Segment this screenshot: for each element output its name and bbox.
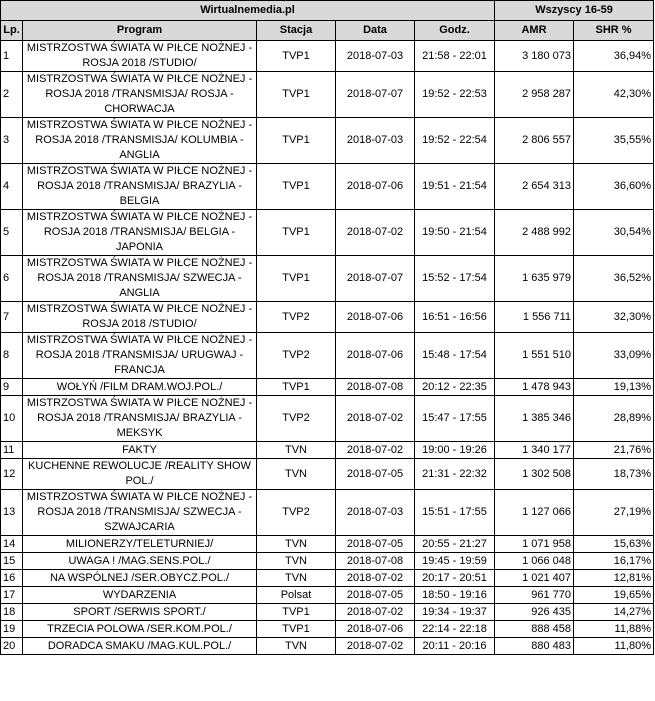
cell-program: MISTRZOSTWA ŚWIATA W PIŁCE NOŻNEJ - ROSJA 2018 /TRANSMISJA/ BRAZYLIA - MEKSYK xyxy=(23,396,257,442)
table-row xyxy=(1,536,654,553)
column-header-date: Data xyxy=(336,21,415,41)
cell-date: 2018-07-02 xyxy=(336,442,415,459)
cell-amr: 1 302 508 xyxy=(495,459,574,490)
cell-date: 2018-07-02 xyxy=(336,570,415,587)
cell-station: TVP2 xyxy=(257,333,336,379)
cell-date: 2018-07-08 xyxy=(336,553,415,570)
cell-program: MISTRZOSTWA ŚWIATA W PIŁCE NOŻNEJ - ROSJA 2018 /TRANSMISJA/ SZWECJA - ANGLIA xyxy=(23,256,257,302)
cell-amr: 3 180 073 xyxy=(495,41,574,72)
cell-program: KUCHENNE REWOLUCJE /REALITY SHOW POL./ xyxy=(23,459,257,490)
table-row xyxy=(1,72,654,118)
cell-program: MISTRZOSTWA ŚWIATA W PIŁCE NOŻNEJ - ROSJA 2018 /STUDIO/ xyxy=(23,302,257,333)
column-header-shr: SHR % xyxy=(574,21,654,41)
cell-shr: 21,76% xyxy=(574,442,654,459)
cell-date: 2018-07-07 xyxy=(336,72,415,118)
cell-station: TVP2 xyxy=(257,490,336,536)
cell-shr: 42,30% xyxy=(574,72,654,118)
cell-date: 2018-07-03 xyxy=(336,41,415,72)
cell-shr: 32,30% xyxy=(574,302,654,333)
cell-amr: 1 021 407 xyxy=(495,570,574,587)
header-row-top xyxy=(1,1,654,21)
cell-shr: 16,17% xyxy=(574,553,654,570)
cell-time: 20:11 - 20:16 xyxy=(415,638,495,655)
cell-lp: 13 xyxy=(1,490,23,536)
cell-lp: 18 xyxy=(1,604,23,621)
cell-date: 2018-07-02 xyxy=(336,210,415,256)
cell-program: MISTRZOSTWA ŚWIATA W PIŁCE NOŻNEJ - ROSJA 2018 /TRANSMISJA/ SZWECJA - SZWAJCARIA xyxy=(23,490,257,536)
cell-time: 15:52 - 17:54 xyxy=(415,256,495,302)
cell-shr: 11,88% xyxy=(574,621,654,638)
cell-station: TVP1 xyxy=(257,256,336,302)
cell-lp: 20 xyxy=(1,638,23,655)
table-row xyxy=(1,490,654,536)
cell-date: 2018-07-06 xyxy=(336,164,415,210)
cell-program: WOŁYŃ /FILM DRAM.WOJ.POL./ xyxy=(23,379,257,396)
cell-station: TVP1 xyxy=(257,72,336,118)
cell-date: 2018-07-03 xyxy=(336,490,415,536)
cell-amr: 2 488 992 xyxy=(495,210,574,256)
cell-date: 2018-07-03 xyxy=(336,118,415,164)
table-row xyxy=(1,302,654,333)
table-row xyxy=(1,553,654,570)
cell-lp: 4 xyxy=(1,164,23,210)
cell-shr: 14,27% xyxy=(574,604,654,621)
cell-amr: 1 071 958 xyxy=(495,536,574,553)
cell-time: 15:47 - 17:55 xyxy=(415,396,495,442)
cell-program: MISTRZOSTWA ŚWIATA W PIŁCE NOŻNEJ - ROSJA 2018 /TRANSMISJA/ BRAZYLIA - BELGIA xyxy=(23,164,257,210)
cell-lp: 14 xyxy=(1,536,23,553)
cell-shr: 35,55% xyxy=(574,118,654,164)
cell-lp: 2 xyxy=(1,72,23,118)
cell-shr: 36,60% xyxy=(574,164,654,210)
table-row xyxy=(1,164,654,210)
cell-lp: 10 xyxy=(1,396,23,442)
cell-station: TVN xyxy=(257,570,336,587)
cell-program: FAKTY xyxy=(23,442,257,459)
cell-lp: 15 xyxy=(1,553,23,570)
table-row xyxy=(1,333,654,379)
cell-station: TVN xyxy=(257,442,336,459)
cell-station: TVP1 xyxy=(257,118,336,164)
cell-station: TVP2 xyxy=(257,396,336,442)
table-row xyxy=(1,587,654,604)
table-row xyxy=(1,638,654,655)
cell-shr: 36,94% xyxy=(574,41,654,72)
table-row xyxy=(1,459,654,490)
cell-time: 20:12 - 22:35 xyxy=(415,379,495,396)
cell-program: WYDARZENIA xyxy=(23,587,257,604)
cell-station: TVN xyxy=(257,638,336,655)
cell-shr: 12,81% xyxy=(574,570,654,587)
cell-shr: 19,65% xyxy=(574,587,654,604)
table-row xyxy=(1,396,654,442)
cell-shr: 18,73% xyxy=(574,459,654,490)
cell-station: TVP1 xyxy=(257,604,336,621)
cell-program: SPORT /SERWIS SPORT./ xyxy=(23,604,257,621)
cell-amr: 1 551 510 xyxy=(495,333,574,379)
cell-amr: 1 385 346 xyxy=(495,396,574,442)
cell-time: 15:48 - 17:54 xyxy=(415,333,495,379)
cell-date: 2018-07-07 xyxy=(336,256,415,302)
cell-shr: 36,52% xyxy=(574,256,654,302)
cell-time: 21:58 - 22:01 xyxy=(415,41,495,72)
cell-shr: 11,80% xyxy=(574,638,654,655)
cell-station: TVP1 xyxy=(257,210,336,256)
cell-time: 19:00 - 19:26 xyxy=(415,442,495,459)
cell-date: 2018-07-05 xyxy=(336,536,415,553)
cell-date: 2018-07-05 xyxy=(336,587,415,604)
cell-program: MISTRZOSTWA ŚWIATA W PIŁCE NOŻNEJ - ROSJA 2018 /STUDIO/ xyxy=(23,41,257,72)
cell-amr: 2 654 313 xyxy=(495,164,574,210)
cell-time: 19:51 - 21:54 xyxy=(415,164,495,210)
cell-lp: 8 xyxy=(1,333,23,379)
header-row-columns xyxy=(1,21,654,41)
cell-shr: 30,54% xyxy=(574,210,654,256)
cell-date: 2018-07-05 xyxy=(336,459,415,490)
cell-station: TVP1 xyxy=(257,621,336,638)
cell-station: TVP1 xyxy=(257,379,336,396)
table-row xyxy=(1,256,654,302)
cell-date: 2018-07-02 xyxy=(336,638,415,655)
cell-date: 2018-07-02 xyxy=(336,396,415,442)
cell-shr: 33,09% xyxy=(574,333,654,379)
source-header: Wirtualnemedia.pl xyxy=(1,1,495,21)
cell-time: 20:55 - 21:27 xyxy=(415,536,495,553)
table-row xyxy=(1,118,654,164)
cell-lp: 3 xyxy=(1,118,23,164)
cell-time: 16:51 - 16:56 xyxy=(415,302,495,333)
cell-station: Polsat xyxy=(257,587,336,604)
cell-lp: 7 xyxy=(1,302,23,333)
cell-time: 19:50 - 21:54 xyxy=(415,210,495,256)
cell-program: UWAGA ! /MAG.SENS.POL./ xyxy=(23,553,257,570)
table-body xyxy=(1,41,654,655)
cell-amr: 888 458 xyxy=(495,621,574,638)
cell-time: 19:34 - 19:37 xyxy=(415,604,495,621)
column-header-amr: AMR xyxy=(495,21,574,41)
column-header-time: Godz. xyxy=(415,21,495,41)
cell-lp: 17 xyxy=(1,587,23,604)
cell-time: 18:50 - 19:16 xyxy=(415,587,495,604)
cell-date: 2018-07-06 xyxy=(336,621,415,638)
table-row xyxy=(1,621,654,638)
cell-station: TVN xyxy=(257,553,336,570)
cell-lp: 6 xyxy=(1,256,23,302)
cell-amr: 1 066 048 xyxy=(495,553,574,570)
cell-amr: 1 556 711 xyxy=(495,302,574,333)
cell-time: 21:31 - 22:32 xyxy=(415,459,495,490)
column-header-program: Program xyxy=(23,21,257,41)
cell-program: MISTRZOSTWA ŚWIATA W PIŁCE NOŻNEJ - ROSJA 2018 /TRANSMISJA/ ROSJA - CHORWACJA xyxy=(23,72,257,118)
cell-date: 2018-07-02 xyxy=(336,604,415,621)
cell-program: MILIONERZY/TELETURNIEJ/ xyxy=(23,536,257,553)
cell-time: 19:52 - 22:54 xyxy=(415,118,495,164)
cell-program: DORADCA SMAKU /MAG.KUL.POL./ xyxy=(23,638,257,655)
cell-shr: 28,89% xyxy=(574,396,654,442)
cell-lp: 11 xyxy=(1,442,23,459)
column-header-station: Stacja xyxy=(257,21,336,41)
cell-shr: 15,63% xyxy=(574,536,654,553)
cell-time: 22:14 - 22:18 xyxy=(415,621,495,638)
cell-amr: 1 635 979 xyxy=(495,256,574,302)
table-row xyxy=(1,604,654,621)
cell-date: 2018-07-06 xyxy=(336,333,415,379)
table-row xyxy=(1,41,654,72)
cell-amr: 1 127 066 xyxy=(495,490,574,536)
table-row xyxy=(1,379,654,396)
cell-station: TVP1 xyxy=(257,164,336,210)
cell-date: 2018-07-06 xyxy=(336,302,415,333)
cell-time: 20:17 - 20:51 xyxy=(415,570,495,587)
cell-program: NA WSPÓLNEJ /SER.OBYCZ.POL./ xyxy=(23,570,257,587)
cell-program: MISTRZOSTWA ŚWIATA W PIŁCE NOŻNEJ - ROSJA 2018 /TRANSMISJA/ KOLUMBIA - ANGLIA xyxy=(23,118,257,164)
cell-station: TVN xyxy=(257,459,336,490)
cell-program: MISTRZOSTWA ŚWIATA W PIŁCE NOŻNEJ - ROSJA 2018 /TRANSMISJA/ BELGIA - JAPONIA xyxy=(23,210,257,256)
cell-date: 2018-07-08 xyxy=(336,379,415,396)
cell-amr: 926 435 xyxy=(495,604,574,621)
cell-amr: 1 340 177 xyxy=(495,442,574,459)
cell-shr: 27,19% xyxy=(574,490,654,536)
table-row xyxy=(1,442,654,459)
table-row xyxy=(1,210,654,256)
cell-amr: 2 958 287 xyxy=(495,72,574,118)
cell-time: 15:51 - 17:55 xyxy=(415,490,495,536)
column-header-lp: Lp. xyxy=(1,21,23,41)
cell-lp: 9 xyxy=(1,379,23,396)
cell-station: TVP2 xyxy=(257,302,336,333)
cell-amr: 880 483 xyxy=(495,638,574,655)
cell-amr: 2 806 557 xyxy=(495,118,574,164)
cell-amr: 1 478 943 xyxy=(495,379,574,396)
cell-lp: 5 xyxy=(1,210,23,256)
cell-time: 19:52 - 22:53 xyxy=(415,72,495,118)
cell-program: TRZECIA POLOWA /SER.KOM.POL./ xyxy=(23,621,257,638)
cell-program: MISTRZOSTWA ŚWIATA W PIŁCE NOŻNEJ - ROSJA 2018 /TRANSMISJA/ URUGWAJ - FRANCJA xyxy=(23,333,257,379)
cell-lp: 1 xyxy=(1,41,23,72)
cell-lp: 16 xyxy=(1,570,23,587)
cell-lp: 12 xyxy=(1,459,23,490)
cell-station: TVN xyxy=(257,536,336,553)
target-group-header: Wszyscy 16-59 xyxy=(495,1,654,21)
cell-amr: 961 770 xyxy=(495,587,574,604)
cell-lp: 19 xyxy=(1,621,23,638)
cell-station: TVP1 xyxy=(257,41,336,72)
table-row xyxy=(1,570,654,587)
cell-time: 19:45 - 19:59 xyxy=(415,553,495,570)
cell-shr: 19,13% xyxy=(574,379,654,396)
